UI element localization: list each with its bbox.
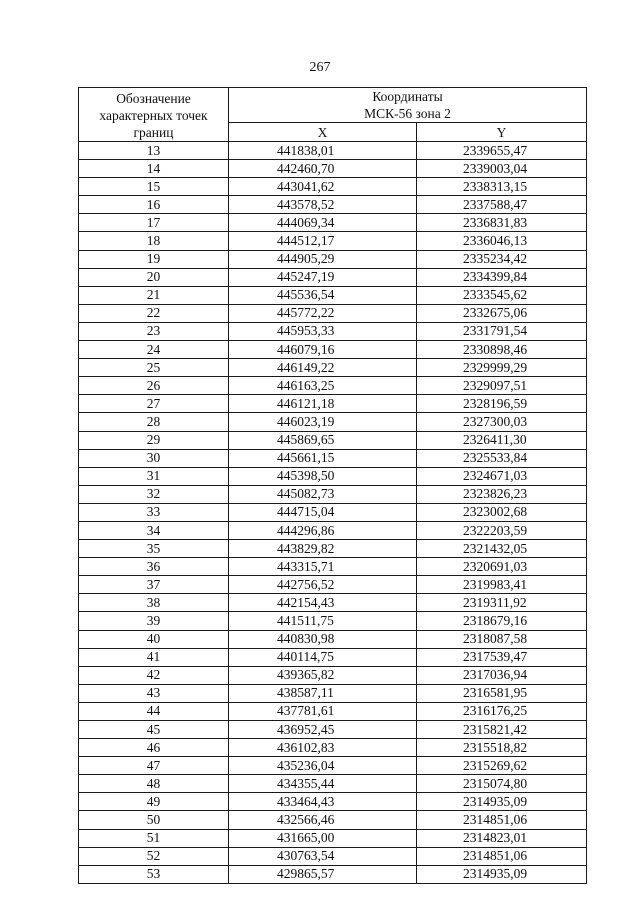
x-cell: 445398,50 bbox=[229, 467, 417, 485]
table-row bbox=[79, 485, 587, 503]
point-cell: 31 bbox=[79, 467, 229, 485]
y-cell: 2321432,05 bbox=[417, 540, 587, 558]
y-cell: 2327300,03 bbox=[417, 413, 587, 431]
point-cell: 19 bbox=[79, 250, 229, 268]
y-cell: 2317036,94 bbox=[417, 666, 587, 684]
point-cell: 47 bbox=[79, 757, 229, 775]
y-cell: 2337588,47 bbox=[417, 196, 587, 214]
table-row bbox=[79, 811, 587, 829]
point-cell: 48 bbox=[79, 775, 229, 793]
x-cell: 445772,22 bbox=[229, 304, 417, 322]
point-cell: 16 bbox=[79, 196, 229, 214]
point-cell: 36 bbox=[79, 558, 229, 576]
x-cell: 436102,83 bbox=[229, 739, 417, 757]
table-row bbox=[79, 775, 587, 793]
point-cell: 51 bbox=[79, 829, 229, 847]
y-cell: 2314851,06 bbox=[417, 811, 587, 829]
point-cell: 27 bbox=[79, 395, 229, 413]
table-row bbox=[79, 793, 587, 811]
x-cell: 445247,19 bbox=[229, 268, 417, 286]
table-row bbox=[79, 413, 587, 431]
table-row bbox=[79, 142, 587, 160]
table-row bbox=[79, 431, 587, 449]
point-cell: 39 bbox=[79, 612, 229, 630]
table-row bbox=[79, 395, 587, 413]
point-cell: 45 bbox=[79, 721, 229, 739]
y-cell: 2324671,03 bbox=[417, 467, 587, 485]
y-cell: 2317539,47 bbox=[417, 648, 587, 666]
x-cell: 446121,18 bbox=[229, 395, 417, 413]
header-coordinates bbox=[229, 88, 587, 123]
x-cell: 442756,52 bbox=[229, 576, 417, 594]
table-row bbox=[79, 377, 587, 395]
point-cell: 21 bbox=[79, 286, 229, 304]
y-cell: 2319983,41 bbox=[417, 576, 587, 594]
point-cell: 42 bbox=[79, 666, 229, 684]
point-cell: 44 bbox=[79, 702, 229, 720]
point-cell: 49 bbox=[79, 793, 229, 811]
table-row bbox=[79, 684, 587, 702]
table-row bbox=[79, 576, 587, 594]
table-row bbox=[79, 648, 587, 666]
table-row bbox=[79, 160, 587, 178]
x-cell: 445869,65 bbox=[229, 431, 417, 449]
header-coordinates-line-2: МСК-56 зона 2 bbox=[364, 106, 451, 121]
y-cell: 2329999,29 bbox=[417, 359, 587, 377]
point-cell: 32 bbox=[79, 485, 229, 503]
table-body bbox=[79, 142, 587, 884]
header-points-line-3: границ bbox=[133, 125, 174, 140]
y-cell: 2335234,42 bbox=[417, 250, 587, 268]
table-row bbox=[79, 594, 587, 612]
y-cell: 2329097,51 bbox=[417, 377, 587, 395]
point-cell: 23 bbox=[79, 322, 229, 340]
x-cell: 436952,45 bbox=[229, 721, 417, 739]
y-cell: 2315518,82 bbox=[417, 739, 587, 757]
x-cell: 442460,70 bbox=[229, 160, 417, 178]
table-row bbox=[79, 829, 587, 847]
table-row bbox=[79, 558, 587, 576]
point-cell: 35 bbox=[79, 540, 229, 558]
y-cell: 2328196,59 bbox=[417, 395, 587, 413]
page-number: 267 bbox=[309, 60, 331, 75]
x-cell: 445953,33 bbox=[229, 322, 417, 340]
y-cell: 2331791,54 bbox=[417, 322, 587, 340]
point-cell: 37 bbox=[79, 576, 229, 594]
point-cell: 17 bbox=[79, 214, 229, 232]
x-cell: 433464,43 bbox=[229, 793, 417, 811]
y-cell: 2339655,47 bbox=[417, 142, 587, 160]
header-coordinates-line-1: Координаты bbox=[372, 89, 443, 104]
x-cell: 440830,98 bbox=[229, 630, 417, 648]
table-row bbox=[79, 214, 587, 232]
y-cell: 2325533,84 bbox=[417, 449, 587, 467]
y-cell: 2319311,92 bbox=[417, 594, 587, 612]
table-row bbox=[79, 304, 587, 322]
header-boundary-points bbox=[79, 88, 229, 142]
point-cell: 25 bbox=[79, 359, 229, 377]
point-cell: 26 bbox=[79, 377, 229, 395]
x-cell: 446079,16 bbox=[229, 341, 417, 359]
x-cell: 434355,44 bbox=[229, 775, 417, 793]
table-row bbox=[79, 196, 587, 214]
y-cell: 2332675,06 bbox=[417, 304, 587, 322]
coordinates-table bbox=[78, 87, 587, 884]
x-cell: 429865,57 bbox=[229, 865, 417, 883]
point-cell: 24 bbox=[79, 341, 229, 359]
table-row bbox=[79, 359, 587, 377]
header-y: Y bbox=[417, 123, 587, 142]
x-cell: 443578,52 bbox=[229, 196, 417, 214]
table-row bbox=[79, 449, 587, 467]
table-row bbox=[79, 612, 587, 630]
x-cell: 443315,71 bbox=[229, 558, 417, 576]
y-cell: 2318679,16 bbox=[417, 612, 587, 630]
y-cell: 2336046,13 bbox=[417, 232, 587, 250]
y-cell: 2323002,68 bbox=[417, 503, 587, 521]
table-header bbox=[79, 88, 587, 142]
y-cell: 2333545,62 bbox=[417, 286, 587, 304]
x-cell: 443041,62 bbox=[229, 178, 417, 196]
table-row bbox=[79, 739, 587, 757]
x-cell: 441511,75 bbox=[229, 612, 417, 630]
x-cell: 446023,19 bbox=[229, 413, 417, 431]
y-cell: 2320691,03 bbox=[417, 558, 587, 576]
y-cell: 2316176,25 bbox=[417, 702, 587, 720]
table-row bbox=[79, 540, 587, 558]
y-cell: 2338313,15 bbox=[417, 178, 587, 196]
x-cell: 445082,73 bbox=[229, 485, 417, 503]
y-cell: 2315269,62 bbox=[417, 757, 587, 775]
y-cell: 2314823,01 bbox=[417, 829, 587, 847]
x-cell: 445536,54 bbox=[229, 286, 417, 304]
x-cell: 442154,43 bbox=[229, 594, 417, 612]
point-cell: 50 bbox=[79, 811, 229, 829]
table-row bbox=[79, 250, 587, 268]
table-row bbox=[79, 666, 587, 684]
table-row bbox=[79, 521, 587, 539]
point-cell: 40 bbox=[79, 630, 229, 648]
y-cell: 2318087,58 bbox=[417, 630, 587, 648]
point-cell: 29 bbox=[79, 431, 229, 449]
x-cell: 445661,15 bbox=[229, 449, 417, 467]
table-row bbox=[79, 702, 587, 720]
y-cell: 2334399,84 bbox=[417, 268, 587, 286]
point-cell: 41 bbox=[79, 648, 229, 666]
x-cell: 446149,22 bbox=[229, 359, 417, 377]
x-cell: 443829,82 bbox=[229, 540, 417, 558]
table-row bbox=[79, 865, 587, 883]
point-cell: 52 bbox=[79, 847, 229, 865]
point-cell: 15 bbox=[79, 178, 229, 196]
header-points-line-2: характерных точек bbox=[99, 108, 208, 123]
table-row bbox=[79, 178, 587, 196]
x-cell: 446163,25 bbox=[229, 377, 417, 395]
table-row bbox=[79, 757, 587, 775]
point-cell: 53 bbox=[79, 865, 229, 883]
y-cell: 2314935,09 bbox=[417, 793, 587, 811]
y-cell: 2314935,09 bbox=[417, 865, 587, 883]
point-cell: 13 bbox=[79, 142, 229, 160]
point-cell: 18 bbox=[79, 232, 229, 250]
point-cell: 46 bbox=[79, 739, 229, 757]
y-cell: 2316581,95 bbox=[417, 684, 587, 702]
x-cell: 444905,29 bbox=[229, 250, 417, 268]
table-row bbox=[79, 322, 587, 340]
x-cell: 444715,04 bbox=[229, 503, 417, 521]
header-points-line-1: Обозначение bbox=[116, 91, 191, 106]
point-cell: 14 bbox=[79, 160, 229, 178]
y-cell: 2322203,59 bbox=[417, 521, 587, 539]
y-cell: 2315821,42 bbox=[417, 721, 587, 739]
table-row bbox=[79, 467, 587, 485]
y-cell: 2326411,30 bbox=[417, 431, 587, 449]
x-cell: 432566,46 bbox=[229, 811, 417, 829]
table-row bbox=[79, 847, 587, 865]
y-cell: 2315074,80 bbox=[417, 775, 587, 793]
x-cell: 444512,17 bbox=[229, 232, 417, 250]
y-cell: 2314851,06 bbox=[417, 847, 587, 865]
table-row bbox=[79, 341, 587, 359]
y-cell: 2336831,83 bbox=[417, 214, 587, 232]
x-cell: 444296,86 bbox=[229, 521, 417, 539]
x-cell: 430763,54 bbox=[229, 847, 417, 865]
table-row bbox=[79, 721, 587, 739]
table-row bbox=[79, 268, 587, 286]
x-cell: 441838,01 bbox=[229, 142, 417, 160]
y-cell: 2323826,23 bbox=[417, 485, 587, 503]
header-x: X bbox=[229, 123, 417, 142]
point-cell: 33 bbox=[79, 503, 229, 521]
y-cell: 2339003,04 bbox=[417, 160, 587, 178]
x-cell: 439365,82 bbox=[229, 666, 417, 684]
x-cell: 444069,34 bbox=[229, 214, 417, 232]
point-cell: 38 bbox=[79, 594, 229, 612]
point-cell: 28 bbox=[79, 413, 229, 431]
x-cell: 437781,61 bbox=[229, 702, 417, 720]
x-cell: 431665,00 bbox=[229, 829, 417, 847]
x-cell: 435236,04 bbox=[229, 757, 417, 775]
y-cell: 2330898,46 bbox=[417, 341, 587, 359]
point-cell: 22 bbox=[79, 304, 229, 322]
point-cell: 30 bbox=[79, 449, 229, 467]
point-cell: 43 bbox=[79, 684, 229, 702]
table-row bbox=[79, 630, 587, 648]
table-row bbox=[79, 503, 587, 521]
x-cell: 438587,11 bbox=[229, 684, 417, 702]
point-cell: 34 bbox=[79, 521, 229, 539]
point-cell: 20 bbox=[79, 268, 229, 286]
table-row bbox=[79, 286, 587, 304]
table-row bbox=[79, 232, 587, 250]
x-cell: 440114,75 bbox=[229, 648, 417, 666]
